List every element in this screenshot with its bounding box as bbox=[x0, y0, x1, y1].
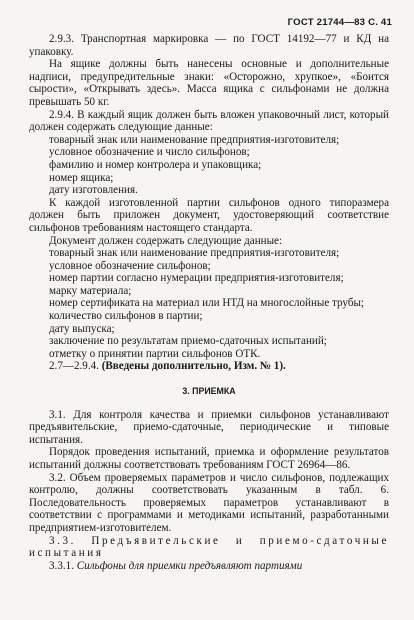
amendment-text: (Введены дополнительно, Изм. № 1). bbox=[101, 360, 286, 373]
paragraph-2-9-4: 2.9.4. В каждый ящик должен быть вложен упаковочный лист, который должен содержать следующие данные: bbox=[29, 108, 389, 134]
list-item: номер партии согласно нумерации предприятия-изготовителя; bbox=[49, 272, 344, 285]
page-header: ГОСТ 21744—83 С. 41 bbox=[287, 17, 392, 28]
list-item: марку материала; bbox=[49, 284, 132, 297]
paragraph-box-labeling: На ящике должны быть нанесены основные и дополнительные надписи, предупредительные знаки: «Осторожно, хрупкое», «Боится сырости», «Открывать здесь». Масса ящика с сильфонами не должна превышать 50 кг. bbox=[29, 58, 389, 108]
clause-text: Сильфоны для приемки предъявляют партиями bbox=[76, 559, 303, 572]
list-item: товарный знак или наименование предприятия-изготовителя; bbox=[49, 133, 340, 146]
list-item: количество сильфонов в партии; bbox=[49, 310, 203, 323]
list-item: товарный знак или наименование предприятия-изготовителя; bbox=[49, 247, 340, 260]
list-item: заключение по результатам приемо-сдаточных испытаний; bbox=[49, 335, 327, 348]
list-item: дату выпуска; bbox=[49, 322, 115, 335]
document-body bbox=[29, 33, 389, 572]
paragraph-3-2: 3.2. Объем проверяемых параметров и число сильфонов, подлежащих контролю, должны соответствовать указанным в табл. 6. Последовательность проверяемых параметров устанавливают в соответствии с программами и методиками испытаний, разработанными предприятием-изготовителем. bbox=[29, 471, 389, 534]
amendment-note bbox=[29, 360, 389, 373]
paragraph-3-3: 3.3. Предъявительские и приемо-сдаточные испытания bbox=[29, 534, 389, 560]
paragraph-batch-document: К каждой изготовленной партии сильфонов одного типоразмера должен быть приложен документ, удостоверяющий соответствие сильфонов требованиям настоящего стандарта. bbox=[29, 196, 389, 234]
list-item: номер сертификата на материал или НТД на многослойные трубы; bbox=[49, 297, 365, 310]
section-title: 3. ПРИЕМКА bbox=[182, 386, 236, 397]
list-item: фамилию и номер контролера и упаковщика; bbox=[49, 158, 262, 171]
paragraph-3-1: 3.1. Для контроля качества и приемки сильфонов устанавливают предъявительские, приемо-сдаточные, периодические и типовые испытания. bbox=[29, 408, 389, 446]
paragraph-3-3-1 bbox=[29, 560, 389, 573]
paragraph-2-9-3: 2.9.3. Транспортная маркировка — по ГОСТ 14192—77 и КД на упаковку. bbox=[29, 33, 389, 58]
list-item: номер ящика; bbox=[49, 171, 114, 184]
paragraph-document-contents: Документ должен содержать следующие данные: bbox=[49, 234, 283, 247]
clause-number: 3.3.1. bbox=[49, 559, 74, 572]
paragraph-test-order: Порядок проведения испытаний, приемка и оформление результатов испытаний должны соответствовать требованиям ГОСТ 26964—86. bbox=[29, 446, 389, 471]
amendment-number: 2.7—2.9.4. bbox=[49, 360, 99, 373]
list-item: условное обозначение сильфонов; bbox=[49, 259, 211, 272]
list-item: отметку о принятии партии сильфонов ОТК. bbox=[49, 347, 261, 360]
list-item: дату изготовления. bbox=[49, 184, 138, 197]
list-item: условное обозначение и число сильфонов; bbox=[49, 146, 250, 159]
